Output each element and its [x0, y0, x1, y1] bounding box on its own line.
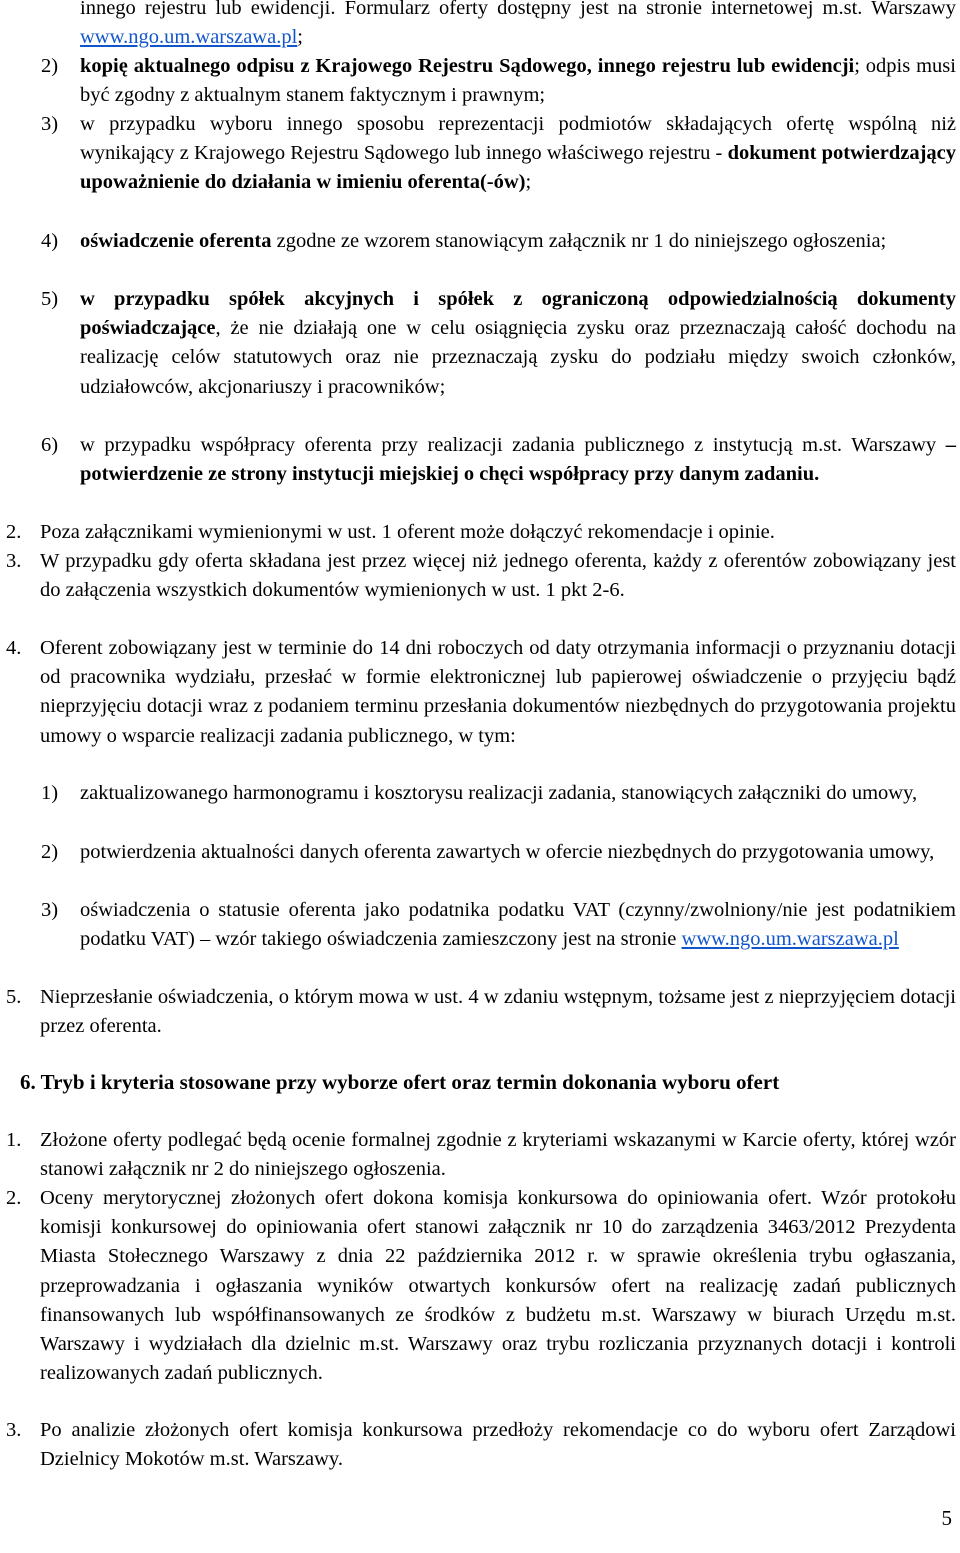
ngo-link-2[interactable]: www.ngo.um.warszawa.pl — [681, 928, 899, 951]
list-item-6: 6) w przypadku współpracy oferenta przy realizacji zadania publicznego z instytucją m.st. Warszawy – potwierdzenie ze strony instytucji miejskiej o chęci współpracy przy danym zadaniu. — [41, 434, 956, 486]
list-item-4: 4) oświadczenie oferenta zgodne ze wzorem stanowiącym załącznik nr 1 do niniejszego ogłoszenia; — [41, 230, 887, 252]
section-item-3: 3. W przypadku gdy oferta składana jest przez więcej niż jednego oferenta, każdy z oferentów zobowiązany jest do załączenia wszystkich dokumentów wymienionych w ust. 1 pkt 2-6. — [6, 550, 956, 602]
sub-item-3: 3) oświadczenia o statusie oferenta jako podatnika podatku VAT (czynny/zwolniony/nie jest podatnikiem podatku VAT) – wzór takiego oświadczenia zamieszczony jest na stronie www.ngo.um.warszawa.pl — [41, 899, 956, 951]
criteria-item-3: 3. Po analizie złożonych ofert komisja konkursowa przedłoży rekomendacje co do wyboru ofert Zarządowi Dzielnicy Mokotów m.st. Warszawy. — [6, 1419, 956, 1471]
criteria-item-2: 2. Oceny merytorycznej złożonych ofert dokona komisja konkursowa do opiniowania ofert. Wzór protokołu komisji konkursowej do opiniowania ofert stanowi załącznik nr 10 do zarządzenia 3463/2012 Prezydenta Miasta Stołecznego Warszawy z dnia 22 października 2012 r. w sprawie określenia trybu ogłaszania, przeprowadzania i ogłaszania wyników otwartych konkursów ofert na realizację zadań publicznych finansowanych lub współfinansowanych ze środków z budżetu m.st. Warszawy w biurach Urzędu m.st. Warszawy i wydziałach dla dzielnic m.st. Warszawy oraz trybu rozliczania przyznanych dotacji i kontroli realizowanych zadań publicznych. — [6, 1187, 956, 1385]
sub-item-1: 1) zaktualizowanego harmonogramu i kosztorysu realizacji zadania, stanowiących załączniki do umowy, — [41, 782, 918, 804]
list-item-3: 3) w przypadku wyboru innego sposobu reprezentacji podmiotów składających ofertę wspólną niż wynikający z Krajowego Rejestru Sądowego lub innego właściwego rejestru - dokument potwierdzający upoważnienie do działania w imieniu oferenta(-ów); — [41, 113, 956, 194]
section-item-2: 2. Poza załącznikami wymienionymi w ust. 1 oferent może dołączyć rekomendacje i opinie. — [6, 521, 775, 543]
ngo-link[interactable]: www.ngo.um.warszawa.pl — [80, 26, 298, 49]
section-item-4: 4. Oferent zobowiązany jest w terminie do 14 dni roboczych od daty otrzymania informacji o przyznaniu dotacji od pracownika wydziału, przesłać w formie elektronicznej lub papierowej oświadczenie o przyjęciu bądź nieprzyjęciu dotacji wraz z podaniem terminu przesłania dokumentów niezbędnych do przygotowania projektu umowy o wsparcie realizacji zadania publicznego, w tym: — [6, 637, 956, 747]
continuation-paragraph: innego rejestru lub ewidencji. Formularz oferty dostępny jest na stronie internetowej m.st. Warszawy www.ngo.um.warszawa.pl; — [80, 0, 956, 49]
sub-item-2: 2) potwierdzenia aktualności danych oferenta zawartych w ofercie niezbędnych do przygotowania umowy, — [41, 841, 935, 863]
list-item-5: 5) w przypadku spółek akcyjnych i spółek z ograniczoną odpowiedzialnością dokumenty poświadczające, że nie działają one w celu osiągnięcia zysku oraz przeznaczają całość dochodu na realizację celów statutowych oraz nie przeznaczają zysku do podziału między swoich członków, udziałowców, akcjonariuszy i pracowników; — [41, 288, 956, 398]
page-number: 5 — [941, 1506, 952, 1530]
list-item-2: 2) kopię aktualnego odpisu z Krajowego Rejestru Sądowego, innego rejestru lub ewidencji; odpis musi być zgodny z aktualnym stanem faktycznym i prawnym; — [41, 55, 956, 107]
criteria-item-1: 1. Złożone oferty podlegać będą ocenie formalnej zgodnie z kryteriami wskazanymi w Karcie oferty, której wzór stanowi załącznik nr 2 do niniejszego ogłoszenia. — [6, 1129, 956, 1181]
section-6-heading: 6. Tryb i kryteria stosowane przy wyborze ofert oraz termin dokonania wyboru ofert — [20, 1070, 780, 1094]
section-item-5: 5. Nieprzesłanie oświadczenia, o którym mowa w ust. 4 w zdaniu wstępnym, tożsame jest z nieprzyjęciem dotacji przez oferenta. — [6, 986, 956, 1038]
